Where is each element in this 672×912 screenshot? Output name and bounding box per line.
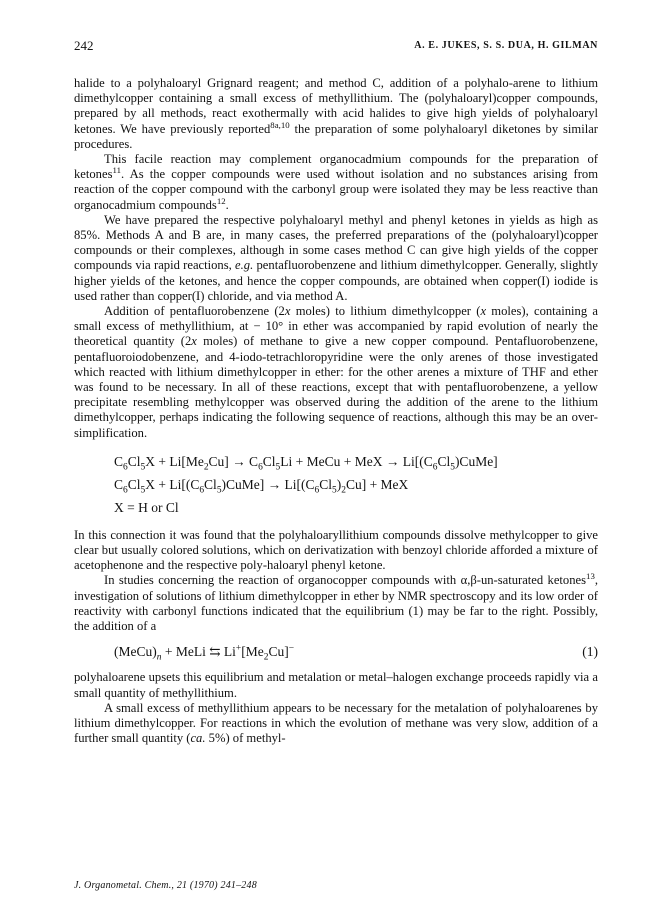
paragraph-4: Addition of pentafluorobenzene (2x moles) to lithium dimethylcopper (x moles), containing a small excess of methyllithium, at − 10° in ether was accompanied by rapid evolution of nearly the theoretical quantity (2x moles) of methane to give a new copper compound. Pentafluorobenzene, pentafluoroiodobenzene, and 4-iodo-tetrachloropyridine were the only arenes of those investigated which reacted with lithium dimethylcopper in ether: for the other arenes a mixture of THF and ether was found to be necessary. In all of these reactions, except that with pentafluorobenzene, a yellow precipitate resembling methylcopper was observed during the addition of the arene to the lithium dimethylcopper, perhaps indicating the following sequence of reactions, although this may be an over-simplification. — [74, 304, 598, 440]
reaction-equation: $C_6Cl_5X$ + $Li[(C_6Cl_5)CuMe] \to Li[(C_6Cl_5)_2Cu]$ + MeX — [114, 476, 409, 496]
equation-number: (1) — [582, 644, 598, 660]
reaction-equation: X = H or Cl — [114, 499, 179, 515]
paragraph-8: A small excess of methyllithium appears to be necessary for the metalation of polyhaloarenes by lithium dimethylcopper. For reactions in which the evolution of methane was very slow, addition of a further small quantity (ca. 5%) of methyl- — [74, 700, 598, 746]
equilibrium-equation — [114, 644, 598, 662]
paragraph-6: In studies concerning the reaction of organocopper compounds with α,β-un-saturated ketones$^{13}$, investigation of solutions of lithium dimethylcopper in ether by NMR spectroscopy and its low order of reactivity with carbonyl functions indicated that the equilibrium (1) may be far to the right. Possibly, the addition of a — [74, 571, 598, 634]
author-line: A. E. JUKES, S. S. DUA, H. GILMAN — [414, 40, 598, 51]
paragraph-3: We have prepared the respective polyhaloaryl methyl and phenyl ketones in yields as high as 85%. Methods A and B are, in many cases, the preferred preparations of the (polyhaloaryl)copper compounds or their complexes, although in some cases method C can give high yields of the copper compounds via rapid reactions, e.g. pentafluorobenzene and lithium dimethylcopper. Generally, slightly higher yields of the ketones, and hence the copper compounds, are obtained when copper(I) iodide is used rather than copper(I) chloride, and via method A. — [74, 212, 599, 303]
paragraph-1: halide to a polyhaloaryl Grignard reagent; and method C, addition of a polyhalo-arene to lithium dimethylcopper containing a small excess of methyllithium. The (polyhaloaryl)copper compounds, prepared by all methods, react exothermally with acid halides to give high yields of polyhaloaryl ketones. We have previously reported$^{8a,10}$ the preparation of some polyhaloaryl diketones by similar procedures. — [74, 76, 598, 151]
journal-footer: J. Organometal. Chem., 21 (1970) 241–248 — [74, 880, 257, 891]
equation-1-text: $(MeCu)_n$ + MeLi ⇆ $Li^+[Me_2Cu]^-$ — [114, 643, 295, 663]
paragraph-7: polyhaloarene upsets this equilibrium and metalation or metal–halogen exchange proceeds rapidly via a small quantity of methyllithium. — [74, 670, 598, 700]
page — [74, 36, 598, 746]
page-number: 242 — [74, 38, 94, 53]
body-text — [74, 76, 598, 746]
paragraph-2: This facile reaction may complement organocadmium compounds for the preparation of ketones$^{11}$. As the copper compounds were used without isolation and no substances arising from reaction of the copper compound with the carbonyl group were isolated they may be less reactive than organocadmium compounds$^{12}$. — [74, 152, 598, 212]
running-header — [74, 36, 598, 58]
paragraph-5: In this connection it was found that the polyhaloaryllithium compounds dissolve methylcopper to give clear but usually colored solutions, which on derivatization with benzoyl chloride afforded a mixture of acetophenone and the respective poly-haloaryl phenyl ketone. — [74, 527, 598, 573]
reaction-scheme — [114, 450, 598, 519]
reaction-equation: $C_6Cl_5X + Li[Me_2Cu] \to C_6Cl_5Li$ + MeCu + MeX → $Li[(C_6Cl_5)CuMe]$ — [114, 453, 498, 473]
